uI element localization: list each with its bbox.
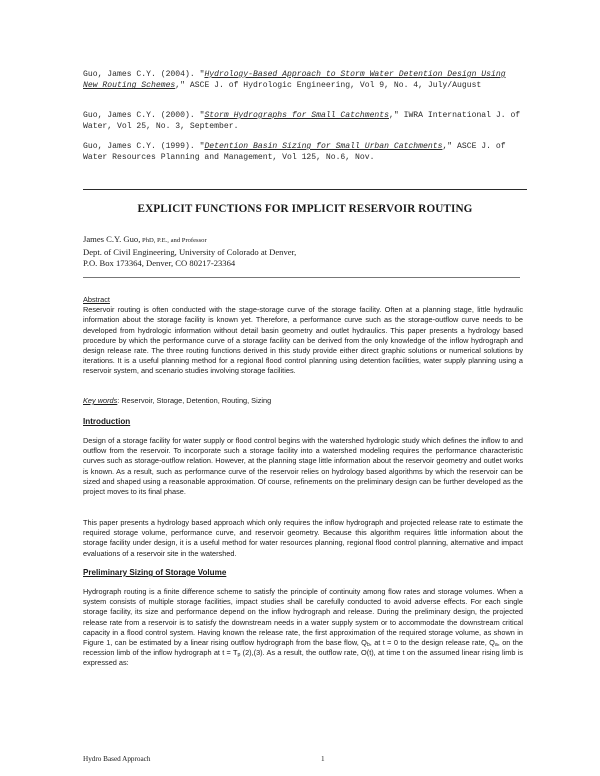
author-address: P.O. Box 173364, Denver, CO 80217-23364: [83, 258, 236, 269]
reference-3: Guo, James C.Y. (1999). "Detention Basin Sizing for Small Urban Catchments," ASCE J. of Water Resources Planning and Management, Vol 125, No.6, Nov.: [83, 142, 506, 163]
author-block: [83, 234, 296, 270]
section-divider-author: [83, 277, 520, 278]
author-name: James C.Y. Guo,: [83, 234, 141, 244]
author-affiliation: Dept. of Civil Engineering, University of Colorado at Denver,: [83, 246, 297, 257]
reference-3-title: Detention Basin Sizing for Small Urban Catchments: [204, 142, 443, 151]
reference-1-title: Hydrology-Based Approach to Storm Water Detention Design Using New Routing Schemes: [83, 70, 506, 91]
reference-2: Guo, James C.Y. (2000). "Storm Hydrographs for Small Catchments," IWRA International J. of Water, Vol 25, No. 3, September.: [83, 111, 521, 132]
sizing-heading: Preliminary Sizing of Storage Volume: [83, 568, 227, 577]
abstract-body: Reservoir routing is often conducted with the stage-storage curve of the storage facility. Often at a planning stage, little hydraulic information about the storage facility is known yet. Therefore, a performance curve such as the storage-outflow curve needs to be developed from hydrologic information without detail basin geometry and outlet hydraulics. This paper presents a hydrology based procedure by which the performance curve of a storage facility can be derived from the only knowledge of the inflow hydrograph and design release rate. The three routing functions derived in this study provide either direct graphic solutions or numerical solutions by iterations. It is a useful planning method for a regional flood control planning using detention facilities, water supply planning using a reservoir system, and scenario studies involving storage facilities.: [83, 305, 523, 376]
paper-title: EXPLICIT FUNCTIONS FOR IMPLICIT RESERVOIR ROUTING: [137, 203, 473, 215]
keywords-label: Key words: [83, 396, 118, 405]
abstract-heading: Abstract: [83, 295, 110, 304]
reference-2-title: Storm Hydrographs for Small Catchments: [204, 111, 390, 120]
introduction-paragraph-2: This paper presents a hydrology based approach which only requires the inflow hydrograph and projected release rate to estimate the required storage volume, performance curve, and reservoir geometry. Because this algorithm requires little information about the storage facility under design, it is a useful method for water resources planning, regional flood control planning, alternative and impact evaluations of a reservoir site in the watershed.: [83, 518, 523, 558]
reference-1: Guo, James C.Y. (2004). "Hydrology-Based Approach to Storm Water Detention Design Using New Routing Schemes," ASCE J. of Hydrologic Engineering, Vol 9, No. 4, July/August: [83, 70, 506, 91]
abstract-section: [83, 295, 523, 377]
section-divider-top: [83, 189, 527, 190]
sizing-paragraph-1: Hydrograph routing is a finite difference scheme to satisfy the principle of continuity among flow rates and storage volumes. When a system consists of multiple storage facilities, impact studies shall be carefully conducted to avoid adverse effects. For each single storage facility, its size and performance depend on the inflow hydrograph and release. During the preliminary design, the projected release rate from a reservoir is to satisfy the downstream needs in a water supply system or to accommodate the downstream critical capacity in a flood control system. Having known the release rate, the first approximation of the required storage volume, as shown in Figure 1, can be estimated by a linear rising outflow hydrograph from the base flow, $Q_b$, at t = 0 to the design release rate, $Q_a$, on the recession limb of the inflow hydrograph at $t = T_p$ (2),(3). As a result, the outflow rate, O(t), at time t on the assumed linear rising limb is expressed as:: [83, 587, 523, 668]
footer-page-number: 1: [321, 755, 325, 763]
introduction-heading: Introduction: [83, 417, 131, 426]
keywords-values: : Reservoir, Storage, Detention, Routing, Sizing: [117, 396, 272, 405]
footer-running-title: Hydro Based Approach: [83, 755, 151, 763]
introduction-paragraph-1: Design of a storage facility for water supply or flood control begins with the watershed hydrologic study which defines the inflow to and outflow from the reservoir. To incorporate such a storage facility into a watershed modeling requires the performance characteristic curves such as storage-outflow relation. However, at the planning stage little information about the reservoir geometry and outlet works is known. As a result, such as performance curve of the reservoir relies on hydrology based algorithms by which the reservoir can be sized and shaped using a reasonable approximation. Of course, refinements on the preliminary design can be further developed as the project moves to its final phase.: [83, 436, 523, 497]
keywords-line: [83, 396, 523, 406]
author-title: PhD, P.E., and Professor: [140, 237, 207, 244]
